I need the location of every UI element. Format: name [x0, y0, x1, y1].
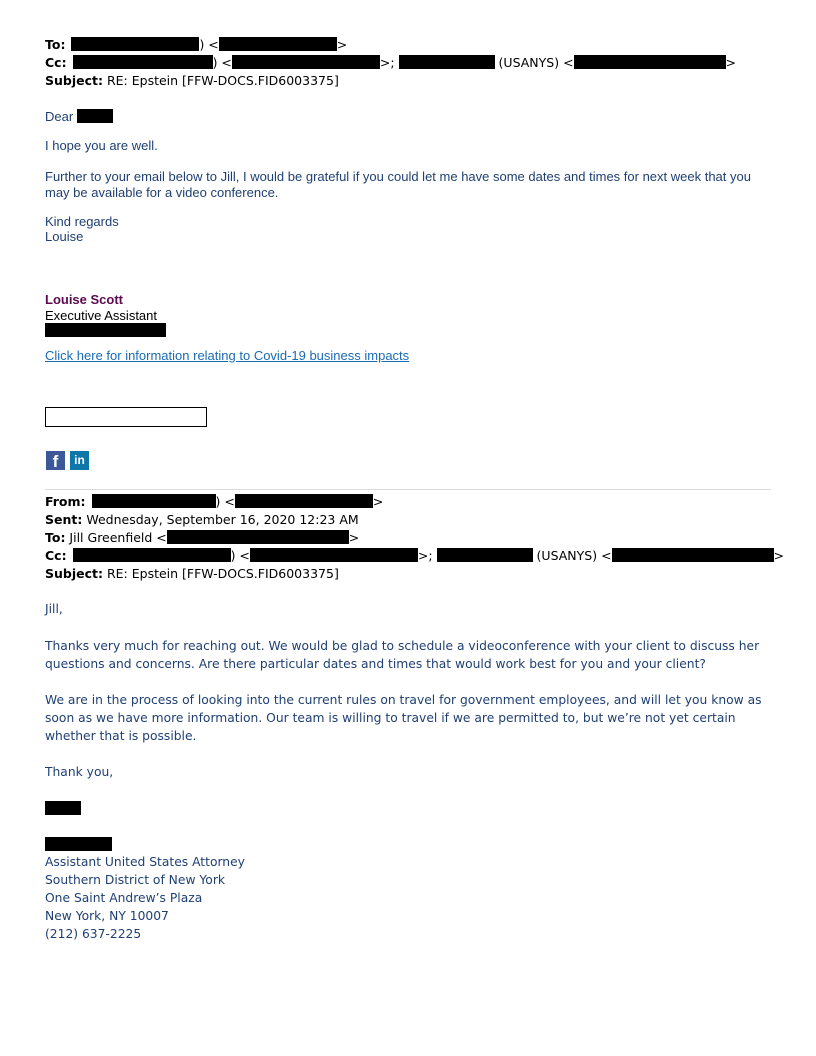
original-paragraph-1: Thanks very much for reaching out. We would be glad to schedule a videoconference with your client to discuss her questions and concerns. Are there particular dates and times that would work best for you and your client? [45, 639, 760, 671]
original-paragraph-2: We are in the process of looking into the current rules on travel for government employees, and will let you know as soon as we have more information. Our team is willing to travel if we are permitted to, but we’re not yet certain whether that is possible. [45, 693, 762, 743]
separator: > [773, 548, 785, 563]
email-divider [45, 489, 771, 490]
redaction [250, 548, 418, 562]
redaction [71, 37, 199, 51]
reply-subject-line [45, 73, 339, 89]
redaction [574, 55, 726, 69]
separator: >; [379, 55, 399, 70]
linkedin-icon[interactable]: in [70, 451, 89, 470]
original-sig-line-4: New York, NY 10007 [45, 909, 169, 923]
original-from-line [45, 494, 383, 510]
subject-text: RE: Epstein [FFW-DOCS.FID6003375] [103, 566, 339, 581]
redaction [399, 55, 495, 69]
original-subject-line [45, 566, 339, 582]
subject-label: Subject: [45, 73, 103, 88]
original-to-line [45, 530, 359, 546]
reply-sender-first: Louise [45, 229, 84, 244]
redaction [77, 109, 113, 123]
sent-label: Sent: [45, 512, 83, 527]
separator: > [348, 530, 360, 545]
reply-greeting [45, 109, 775, 125]
reply-to-line [45, 37, 347, 53]
reply-paragraph-2: Further to your email below to Jill, I would be grateful if you could let me have some dates and times for next week that you may be available for a video conference. [45, 169, 751, 200]
to-recipient: Jill Greenfield < [65, 530, 167, 545]
redaction [73, 548, 231, 562]
original-sig-line-2: Southern District of New York [45, 873, 225, 887]
subject-label: Subject: [45, 566, 103, 581]
signature-name: Louise Scott [45, 292, 124, 307]
separator: > [372, 494, 384, 509]
redaction [612, 548, 774, 562]
sent-date: Wednesday, September 16, 2020 12:23 AM [82, 512, 359, 527]
original-thanks: Thank you, [45, 765, 114, 779]
redaction [92, 494, 216, 508]
original-sig-line-3: One Saint Andrew’s Plaza [45, 891, 203, 905]
separator: ) < [199, 37, 219, 52]
signature-image-placeholder [45, 407, 207, 427]
original-greeting: Jill, [45, 602, 63, 616]
to-label: To: [45, 530, 66, 545]
reply-cc-line [45, 55, 736, 71]
original-cc-line [45, 548, 784, 564]
usanys-label: (USANYS) < [532, 548, 612, 563]
redaction [235, 494, 373, 508]
separator: >; [417, 548, 437, 563]
covid-info-link[interactable]: Click here for information relating to Covid-19 business impacts [45, 348, 410, 363]
original-sent-line [45, 512, 359, 528]
cc-label: Cc: [45, 55, 67, 70]
separator: ) < [212, 55, 232, 70]
separator: > [725, 55, 737, 70]
cc-label: Cc: [45, 548, 67, 563]
greeting-text: Dear [45, 109, 74, 124]
redaction [167, 530, 349, 544]
redaction [45, 801, 81, 815]
usanys-label: (USANYS) < [494, 55, 574, 70]
redaction [73, 55, 213, 69]
separator: ) < [230, 548, 250, 563]
redaction [437, 548, 533, 562]
reply-closing: Kind regards [45, 214, 119, 229]
separator: ) < [215, 494, 235, 509]
separator: > [336, 37, 348, 52]
subject-text: RE: Epstein [FFW-DOCS.FID6003375] [103, 73, 339, 88]
redaction [45, 323, 166, 337]
original-sig-line-5: (212) 637-2225 [45, 927, 142, 941]
from-label: From: [45, 494, 86, 509]
to-label: To: [45, 37, 66, 52]
facebook-icon[interactable]: f [46, 451, 65, 470]
reply-paragraph-1: I hope you are well. [45, 138, 158, 153]
redaction [219, 37, 337, 51]
redaction [232, 55, 380, 69]
signature-title: Executive Assistant [45, 308, 157, 323]
redaction [45, 837, 112, 851]
original-sig-line-1: Assistant United States Attorney [45, 855, 245, 869]
